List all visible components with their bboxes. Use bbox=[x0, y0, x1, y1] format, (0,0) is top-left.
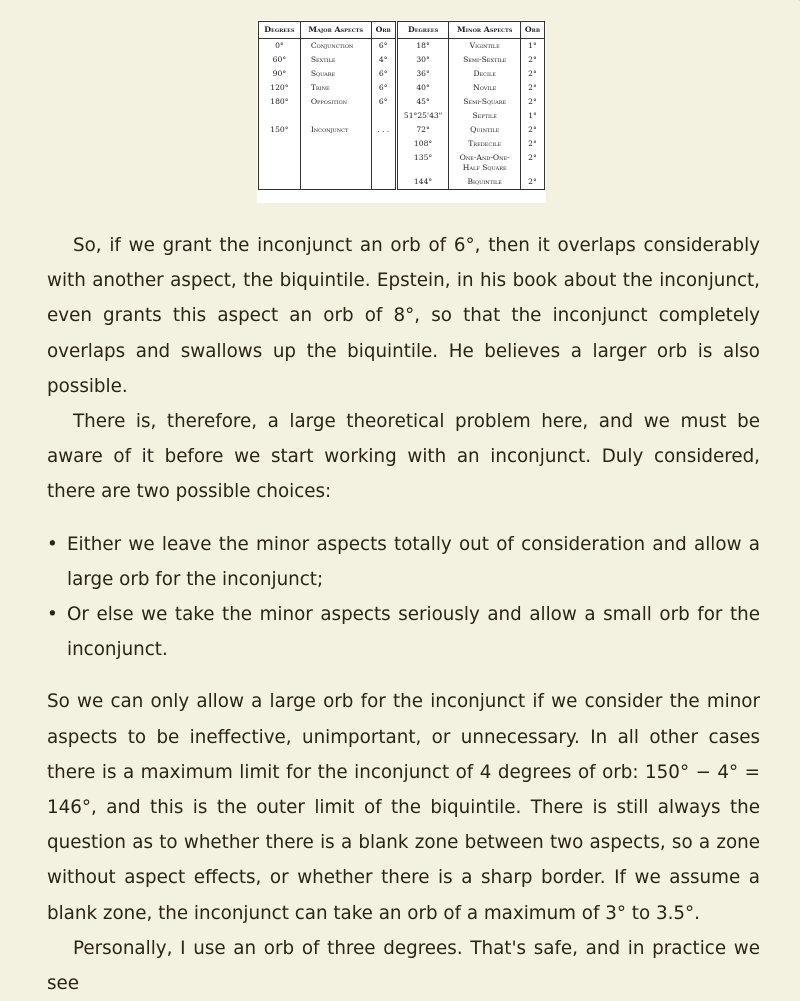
cell-minor-aspect: Tredecile bbox=[449, 137, 521, 151]
cell-minor-aspect: Vigintile bbox=[449, 39, 521, 54]
header-major-aspects: Major Aspects bbox=[300, 22, 371, 39]
cell-degrees-minor: 135° bbox=[396, 151, 449, 175]
list-item-text: Or else we take the minor aspects seriously and allow a small orb for the inconjunct. bbox=[67, 604, 760, 661]
cell-orb-minor: 2° bbox=[520, 67, 544, 81]
cell-degrees-minor: 30° bbox=[396, 53, 449, 67]
cell-degrees-major: 150° bbox=[259, 123, 301, 137]
table-header-row bbox=[259, 22, 545, 39]
cell-degrees-minor: 45° bbox=[396, 95, 449, 109]
cell-major-aspect: Opposition bbox=[300, 95, 371, 109]
cell-orb-major bbox=[371, 137, 396, 151]
cell-degrees-minor: 18° bbox=[396, 39, 449, 54]
cell-minor-aspect: Decile bbox=[449, 67, 521, 81]
cell-orb-minor: 1° bbox=[520, 39, 544, 54]
cell-degrees-minor: 72° bbox=[396, 123, 449, 137]
cell-minor-aspect: Semi-Sextile bbox=[449, 53, 521, 67]
bullet-mark: • bbox=[47, 604, 58, 626]
cell-major-aspect bbox=[300, 151, 371, 175]
cell-orb-minor: 2° bbox=[520, 95, 544, 109]
cell-degrees-minor: 108° bbox=[396, 137, 449, 151]
table-row bbox=[259, 39, 545, 54]
cell-orb-minor: 2° bbox=[520, 151, 544, 175]
cell-minor-aspect: Semi-Square bbox=[449, 95, 521, 109]
cell-minor-aspect: One-And-One- Half Square bbox=[449, 151, 521, 175]
cell-degrees-minor: 36° bbox=[396, 67, 449, 81]
cell-degrees-major: 120° bbox=[259, 81, 301, 95]
cell-major-aspect: Square bbox=[300, 67, 371, 81]
bullet-mark: • bbox=[47, 533, 58, 555]
table-row bbox=[259, 137, 545, 151]
cell-major-aspect bbox=[300, 175, 371, 190]
header-orb-minor: Orb bbox=[520, 22, 544, 39]
cell-minor-aspect: Septile bbox=[449, 109, 521, 123]
cell-orb-minor: 1° bbox=[520, 109, 544, 123]
cell-orb-minor: 2° bbox=[520, 53, 544, 67]
cell-degrees-minor: 144° bbox=[396, 175, 449, 190]
page-corner-mark bbox=[771, 0, 800, 16]
cell-major-aspect bbox=[300, 109, 371, 123]
cell-major-aspect: Sextile bbox=[300, 53, 371, 67]
list-item-text: Either we leave the minor aspects totally out of consideration and allow a large orb for the inconjunct; bbox=[67, 533, 760, 590]
cell-major-aspect: Conjunction bbox=[300, 39, 371, 54]
table-row bbox=[259, 151, 545, 175]
cell-degrees-minor: 40° bbox=[396, 81, 449, 95]
cell-degrees-major: 60° bbox=[259, 53, 301, 67]
cell-minor-aspect: Quintile bbox=[449, 123, 521, 137]
table-row bbox=[259, 175, 545, 190]
cell-degrees-major: 180° bbox=[259, 95, 301, 109]
table-row bbox=[259, 95, 545, 109]
table-row bbox=[259, 81, 545, 95]
header-degrees-minor: Degrees bbox=[396, 22, 449, 39]
cell-orb-major: 6° bbox=[371, 39, 396, 54]
cell-minor-aspect: Biquintile bbox=[449, 175, 521, 190]
table-row bbox=[259, 109, 545, 123]
cell-orb-major: 6° bbox=[371, 81, 396, 95]
cell-orb-minor: 2° bbox=[520, 137, 544, 151]
paragraph-orb-limit: So we can only allow a large orb for the inconjunct if we consider the minor aspects to be ineffective, unimportant, or unnecessary. In all other cases there is a maximum limit for the inconjunct of 4 degrees of orb: 150° − 4° = 146°, and this is the outer limit of the biquintile. There is still always the question as to whether there is a blank zone between two aspects, so a zone without aspect effects, or whether there is a sharp border. If we assume a blank zone, the inconjunct can take an orb of a maximum of 3° to 3.5°. bbox=[47, 691, 760, 924]
cell-orb-major: . . . bbox=[371, 123, 396, 137]
aspect-table-figure bbox=[257, 20, 546, 203]
paragraph-theoretical-problem: There is, therefore, a large theoretical problem here, and we must be aware of it before we start working with an inconjunct. Duly considered, there are two possible choices: bbox=[47, 411, 760, 503]
table-body bbox=[259, 39, 545, 190]
list-item bbox=[47, 597, 760, 667]
cell-degrees-major: 90° bbox=[259, 67, 301, 81]
cell-degrees-major bbox=[259, 175, 301, 190]
body-text bbox=[47, 228, 760, 1001]
cell-orb-major bbox=[371, 151, 396, 175]
cell-orb-major bbox=[371, 175, 396, 190]
cell-major-aspect bbox=[300, 137, 371, 151]
cell-orb-minor: 2° bbox=[520, 81, 544, 95]
cell-orb-major: 6° bbox=[371, 95, 396, 109]
cell-degrees-major: 0° bbox=[259, 39, 301, 54]
table-row bbox=[259, 53, 545, 67]
cell-orb-minor: 2° bbox=[520, 123, 544, 137]
paragraph-orb-overlap: So, if we grant the inconjunct an orb of 6°, then it overlaps considerably with another aspect, the biquintile. Epstein, in his book about the inconjunct, even grants this aspect an orb of 8°, so that the inconjunct completely overlaps and swallows up the biquintile. He believes a larger orb is also possible. bbox=[47, 235, 760, 397]
cell-degrees-major bbox=[259, 137, 301, 151]
header-degrees-major: Degrees bbox=[259, 22, 301, 39]
cell-orb-major: 4° bbox=[371, 53, 396, 67]
header-minor-aspects: Minor Aspects bbox=[449, 22, 521, 39]
cell-degrees-minor: 51°25'43" bbox=[396, 109, 449, 123]
table-row bbox=[259, 123, 545, 137]
cell-major-aspect: Inconjunct bbox=[300, 123, 371, 137]
cell-major-aspect: Trine bbox=[300, 81, 371, 95]
list-item bbox=[47, 527, 760, 597]
cell-orb-major bbox=[371, 109, 396, 123]
cell-orb-major: 6° bbox=[371, 67, 396, 81]
cell-orb-minor: 2° bbox=[520, 175, 544, 190]
cell-degrees-major bbox=[259, 109, 301, 123]
paragraph-personal-orb: Personally, I use an orb of three degrees. That's safe, and in practice we see bbox=[47, 937, 760, 995]
header-orb-major: Orb bbox=[371, 22, 396, 39]
cell-degrees-major bbox=[259, 151, 301, 175]
table-row bbox=[259, 67, 545, 81]
aspect-orb-table bbox=[258, 21, 545, 190]
choices-list bbox=[47, 527, 760, 668]
cell-minor-aspect: Novile bbox=[449, 81, 521, 95]
